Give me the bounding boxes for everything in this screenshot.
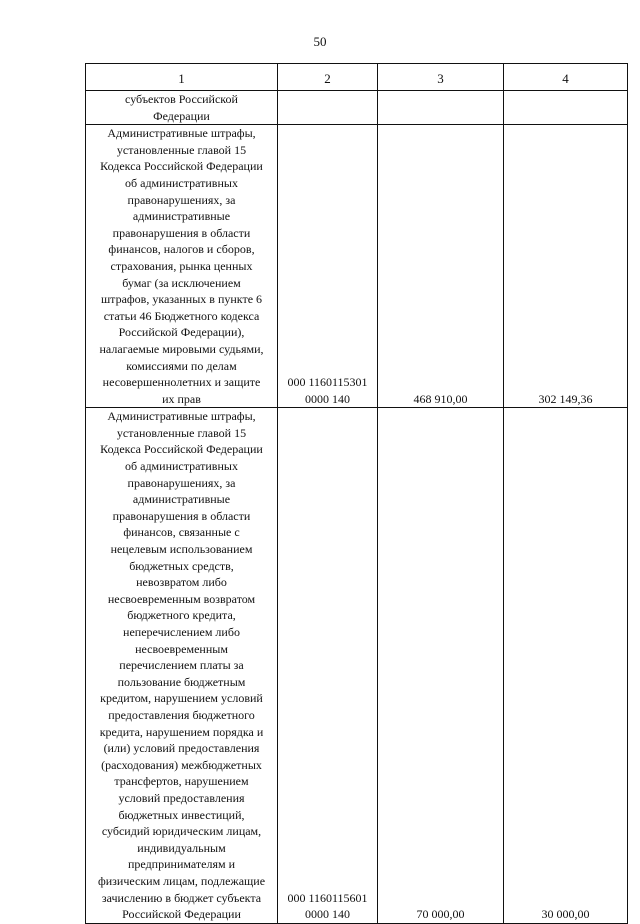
table-row xyxy=(86,91,628,125)
row-code: 000 1160115301 0000 140 xyxy=(278,125,378,408)
column-header-4: 4 xyxy=(504,64,628,91)
row-amount-4: 302 149,36 xyxy=(504,125,628,408)
page-number: 50 xyxy=(313,34,327,49)
table-header-row xyxy=(86,64,628,91)
table-row xyxy=(86,125,628,408)
row-amount-3 xyxy=(378,91,504,125)
row-amount-4: 30 000,00 xyxy=(504,408,628,923)
table-row xyxy=(86,408,628,923)
row-name: Административные штрафы, установленные главой 15 Кодекса Российской Федерации об административных правонарушениях, за административные правонарушения в области финансов, налогов и сборов, страхования, рынка ценных бумаг (за исключением штрафов, указанных в пункте 6 статьи 46 Бюджетного кодекса Российской Федерации), налагаемые мировыми судьями, комиссиями по делам несовершеннолетних и защите их прав xyxy=(86,125,278,408)
row-amount-4 xyxy=(504,91,628,125)
column-header-2: 2 xyxy=(278,64,378,91)
column-header-1: 1 xyxy=(86,64,278,91)
row-amount-3: 70 000,00 xyxy=(378,408,504,923)
column-header-3: 3 xyxy=(378,64,504,91)
row-name: Административные штрафы, установленные главой 15 Кодекса Российской Федерации об административных правонарушениях, за административные правонарушения в области финансов, связанные с нецелевым использованием бюджетных средств, невозвратом либо несвоевременным возвратом бюджетного кредита, неперечислением либо несвоевременным перечислением платы за пользование бюджетным кредитом, нарушением условий предоставления бюджетного кредита, нарушением порядка и (или) условий предоставления (расходования) межбюджетных трансфертов, нарушением условий предоставления бюджетных инвестиций, субсидий юридическим лицам, индивидуальным предпринимателям и физическим лицам, подлежащие зачислению в бюджет субъекта Российской Федерации xyxy=(86,408,278,923)
row-code xyxy=(278,91,378,125)
row-code: 000 1160115601 0000 140 xyxy=(278,408,378,923)
budget-table xyxy=(85,63,628,924)
row-name: субъектов Российской Федерации xyxy=(86,91,278,125)
row-amount-3: 468 910,00 xyxy=(378,125,504,408)
